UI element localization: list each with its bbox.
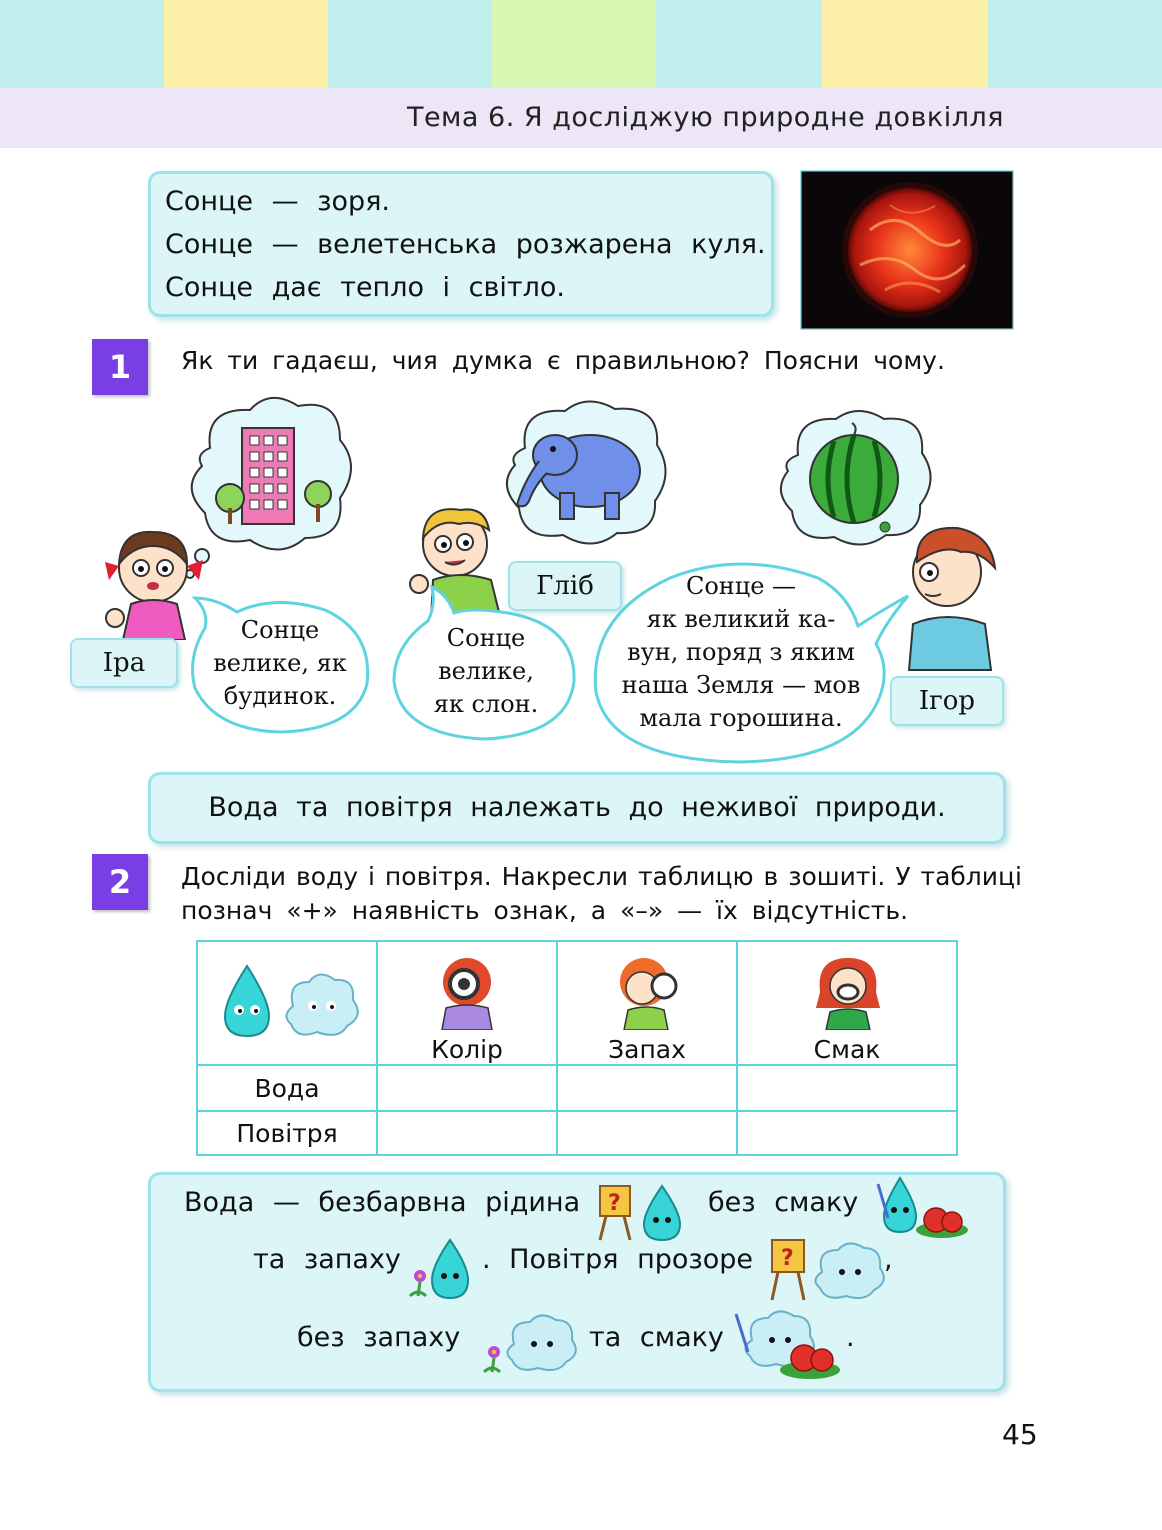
stripe-3 <box>328 0 492 88</box>
table-row-water <box>197 1065 957 1111</box>
cell-air-color <box>377 1111 557 1155</box>
row-label-air: Повітря <box>197 1111 377 1155</box>
summary-line-3b: та смаку <box>589 1322 724 1353</box>
speech-ira-line-1: Сонце <box>240 616 320 644</box>
speech-ira-line-3: будинок. <box>223 682 337 710</box>
speech-igor-line-1: Сонце — <box>685 572 797 600</box>
column-label-taste: Смак <box>813 1035 881 1064</box>
task-2-text-line-2: познач «+» наявність ознак, а «–» — їх відсутність. <box>181 896 909 925</box>
sun-info-line-1: Сонце — зоря. <box>165 186 391 217</box>
summary-line-1b: без смаку <box>708 1187 859 1218</box>
stripe-6 <box>822 0 988 88</box>
stripe-1 <box>0 0 164 88</box>
speech-glib-line-3: як слон. <box>433 690 539 718</box>
speech-igor-line-3: вун, поряд з яким <box>627 638 855 666</box>
air-cloud-fork-tomato-icon <box>730 1306 844 1382</box>
fact-box <box>148 772 1006 844</box>
cell-water-taste <box>737 1065 957 1111</box>
row-label-water: Вода <box>197 1065 377 1111</box>
table-row-air <box>197 1111 957 1155</box>
column-label-color: Колір <box>431 1035 503 1064</box>
water-drop-flower-icon <box>396 1236 482 1304</box>
speech-igor-line-2: як великий ка- <box>646 605 836 633</box>
name-tag-igor: Ігор <box>890 676 1004 726</box>
observation-table <box>196 940 958 1156</box>
page-title: Тема 6. Я досліджую природне довкілля <box>406 102 1004 133</box>
cell-water-smell <box>557 1065 737 1111</box>
sun-photo <box>800 170 1014 330</box>
speech-ira-line-2: велике, як <box>213 649 347 677</box>
speech-igor-line-4: наша Земля — мов <box>621 671 861 699</box>
speech-glib-line-1: Сонце <box>446 624 526 652</box>
speech-glib-line-2: велике, <box>438 657 534 685</box>
summary-line-1a: Вода — безбарвна рідина <box>184 1187 581 1218</box>
task-1-text: Як ти гадаєш, чия думка є правильною? Поясни чому. <box>181 346 945 375</box>
stripe-4 <box>492 0 656 88</box>
page-number: 45 <box>1002 1418 1038 1451</box>
svg-text:?: ? <box>781 1246 794 1271</box>
column-header-color <box>377 941 557 1065</box>
thought-cloud-elephant <box>495 393 675 563</box>
column-label-smell: Запах <box>608 1035 686 1064</box>
column-header-taste <box>737 941 957 1065</box>
summary-line-2a: та запаху <box>253 1244 401 1275</box>
name-tag-ira: Іра <box>70 638 178 688</box>
sun-info-line-2: Сонце — велетенська розжарена куля. <box>165 229 766 260</box>
summary-line-2c: , <box>884 1244 893 1275</box>
stripe-2 <box>164 0 328 88</box>
easel-water-drop-icon <box>596 1180 692 1244</box>
cell-water-color <box>377 1065 557 1111</box>
sun-info-box <box>148 171 774 317</box>
smelling-kid-icon <box>602 952 692 1030</box>
summary-line-3c: . <box>846 1322 855 1353</box>
column-header-smell <box>557 941 737 1065</box>
air-cloud-flower-icon <box>466 1308 578 1380</box>
speech-text-igor <box>596 570 886 735</box>
sun-info-line-3: Сонце дає тепло і світло. <box>165 272 565 303</box>
tasting-kid-icon <box>802 952 892 1030</box>
stripe-5 <box>656 0 822 88</box>
stripe-7 <box>988 0 1162 88</box>
task-2-badge: 2 <box>92 854 148 910</box>
speech-text-ira <box>195 614 365 713</box>
igor-boy-illustration <box>895 520 1005 680</box>
summary-line-2b: . Повітря прозоре <box>482 1244 754 1275</box>
easel-air-cloud-icon <box>768 1234 886 1304</box>
speech-text-glib <box>403 622 569 721</box>
cell-air-smell <box>557 1111 737 1155</box>
summary-line-3a: без запаху <box>297 1322 461 1353</box>
table-corner-cell <box>197 941 377 1065</box>
cell-air-taste <box>737 1111 957 1155</box>
magnifier-kid-icon <box>422 952 512 1030</box>
task-1-badge: 1 <box>92 339 148 395</box>
svg-text:?: ? <box>608 1191 621 1216</box>
water-drop-and-air-cloud-icon <box>207 960 367 1040</box>
fact-text: Вода та повітря належать до неживої природи. <box>208 792 946 823</box>
speech-igor-line-5: мала горошина. <box>639 704 843 732</box>
name-tag-glib: Гліб <box>508 561 622 611</box>
task-2-text-line-1: Досліди воду і повітря. Накресли таблицю в зошиті. У таблиці <box>181 862 1022 891</box>
